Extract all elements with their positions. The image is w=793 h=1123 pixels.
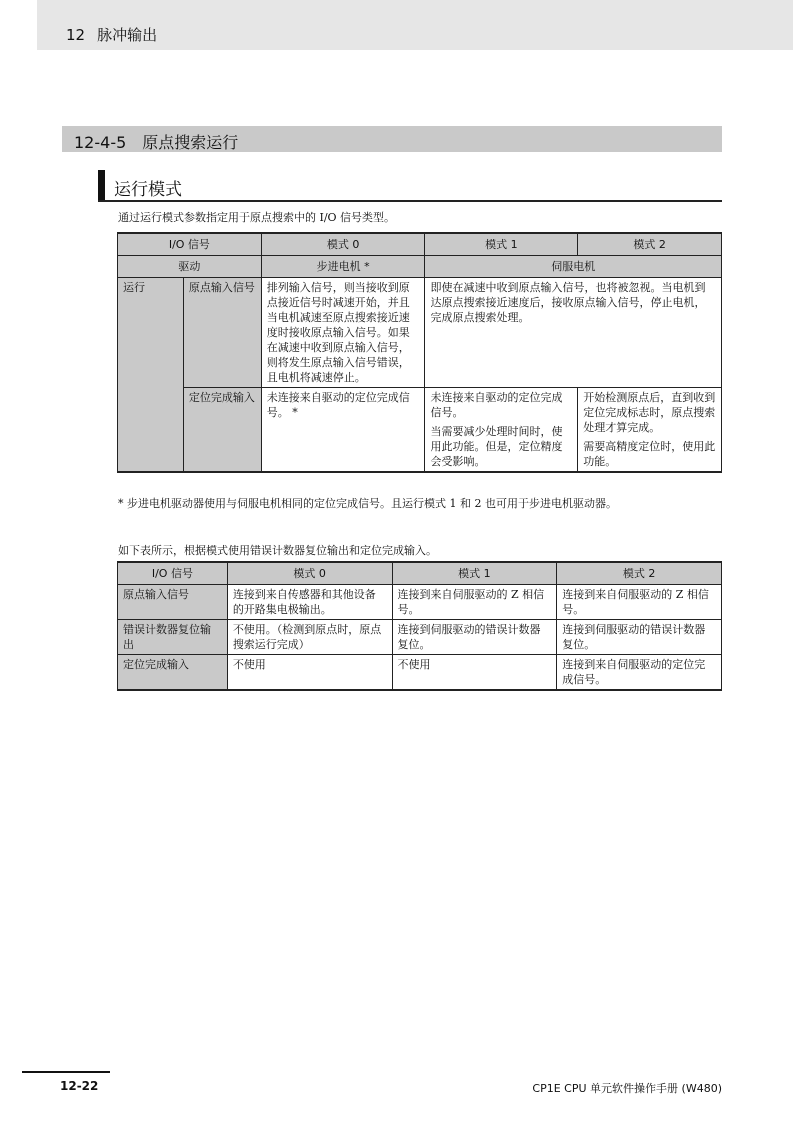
section-heading [62,126,722,152]
cell-positioning-mode1 [425,388,578,473]
footer-rule [22,1071,110,1073]
section-title: 12-4-5 原点搜索运行 [74,133,239,152]
col-header-mode0: 模式 0 [261,233,425,256]
positioning-mode2-text-a: 开始检测原点后，直到收到定位完成标志时，原点搜索处理才算完成。 [583,391,716,434]
col-header-mode0: 模式 0 [227,562,392,585]
table-cell: 连接到伺服驱动的错误计数器复位。 [557,620,722,655]
cell-origin-mode12: 即使在减速中收到原点输入信号，也将被忽视。当电机到达原点搜索接近速度后，接收原点输入信号，停止电机，完成原点搜索处理。 [425,278,722,388]
drive-mode0: 步进电机 * [261,256,425,278]
col-header-io: I/O 信号 [118,562,228,585]
table-cell: 连接到来自伺服驱动的 Z 相信号。 [392,585,557,620]
row-label-origin-input: 原点输入信号 [183,278,261,388]
col-header-mode1: 模式 1 [425,233,578,256]
table-row [118,585,722,620]
table-cell: 连接到来自伺服驱动的定位完成信号。 [557,655,722,691]
table-row-drive [118,256,722,278]
drive-label: 驱动 [118,256,262,278]
table-cell: 连接到来自传感器和其他设备的开路集电极输出。 [227,585,392,620]
table-row [118,655,722,691]
subsection-heading [98,170,722,202]
subsection-title: 运行模式 [114,180,182,200]
row-label-positioning: 定位完成输入 [183,388,261,473]
table-row-positioning [118,388,722,473]
table-row [118,620,722,655]
table-cell: 连接到来自伺服驱动的 Z 相信号。 [557,585,722,620]
operation-label: 运行 [118,278,184,473]
drive-mode12: 伺服电机 [425,256,722,278]
table-cell: 不使用 [227,655,392,691]
chapter-heading [66,24,157,45]
heading-marker [98,170,105,200]
row-label: 定位完成输入 [118,655,228,691]
intro-text-1: 通过运行模式参数指定用于原点搜索中的 I/O 信号类型。 [118,211,396,224]
signal-usage-table [117,561,722,691]
positioning-mode1-text-a: 未连接来自驱动的定位完成信号。 [430,391,563,419]
positioning-mode2-text-b: 需要高精度定位时，使用此功能。 [583,440,716,468]
row-label: 错误计数器复位输出 [118,620,228,655]
chapter-title: 脉冲输出 [97,26,158,44]
chapter-number: 12 [66,26,86,44]
col-header-io: I/O 信号 [118,233,262,256]
table-header-row [118,233,722,256]
table-header-row [118,562,722,585]
table-row-origin-input [118,278,722,388]
page-number: 12-22 [60,1079,99,1093]
footnote: * 步进电机驱动器使用与伺服电机相同的定位完成信号。且运行模式 1 和 2 也可用于步进电机驱动器。 [118,497,617,510]
cell-origin-mode0: 排列输入信号，则当接收到原点接近信号时减速开始，并且当电机减速至原点搜索接近速度时接收原点输入信号。如果在减速中收到原点输入信号，则将发生原点输入信号错误，且电机将减速停止。 [261,278,425,388]
operation-mode-table [117,232,722,473]
intro-text-2: 如下表所示，根据模式使用错误计数器复位输出和定位完成输入。 [118,544,437,557]
col-header-mode2: 模式 2 [557,562,722,585]
cell-positioning-mode2 [578,388,722,473]
table-cell: 不使用。（检测到原点时，原点搜索运行完成） [227,620,392,655]
manual-title: CP1E CPU 单元软件操作手册 (W480) [532,1082,722,1095]
col-header-mode2: 模式 2 [578,233,722,256]
row-label: 原点输入信号 [118,585,228,620]
col-header-mode1: 模式 1 [392,562,557,585]
cell-positioning-mode0: 未连接来自驱动的定位完成信号。 * [261,388,425,473]
table-cell: 连接到伺服驱动的错误计数器复位。 [392,620,557,655]
table-cell: 不使用 [392,655,557,691]
positioning-mode1-text-b: 当需要减少处理时间时，使用此功能。但是，定位精度会受影响。 [430,425,563,468]
